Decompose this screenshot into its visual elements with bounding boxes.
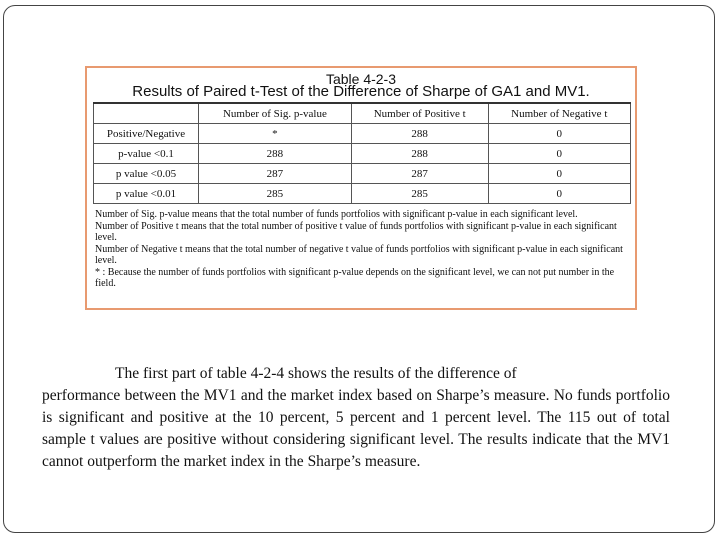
table-cell: 287 [199, 164, 352, 184]
table-row [94, 124, 631, 144]
row-label: Positive/Negative [94, 124, 199, 144]
header-cell-empty [94, 103, 199, 124]
paragraph-rest: performance between the MV1 and the market index based on Sharpe’s measure. No funds portfolio is significant and positive at the 10 percent, 5 percent and 1 percent level. The 115 out of total sample t values are positive without considering significant level. The results indicate that the MV1 cannot outperform the market index in the Sharpe’s measure. [42, 387, 670, 470]
table-figure [85, 66, 637, 310]
table-cell: 0 [488, 144, 630, 164]
table-cell: 0 [488, 164, 630, 184]
body-paragraph [42, 363, 670, 473]
table-cell: 287 [351, 164, 488, 184]
note-positive-t: Number of Positive t means that the total number of positive t value of funds portfolios with significant p-value in each significant level. [95, 220, 617, 243]
table-number: Table 4-2-3 [325, 71, 397, 87]
note-asterisk: * : Because the number of funds portfolios with significant p-value depends on the significant level, we can not put number in the field. [95, 266, 615, 289]
note-sig-p: Number of Sig. p-value means that the total number of funds portfolios with significant p-value in each significant level. [95, 209, 578, 220]
table-row [94, 164, 631, 184]
header-cell-sig-p: Number of Sig. p-value [199, 103, 352, 124]
table-cell: 288 [199, 144, 352, 164]
table-cell: 288 [351, 144, 488, 164]
header-cell-positive-t: Number of Positive t [351, 103, 488, 124]
row-label: p-value <0.1 [94, 144, 199, 164]
table-cell: 0 [488, 184, 630, 204]
table-notes [95, 209, 631, 290]
table-cell: 0 [488, 124, 630, 144]
row-label: p value <0.01 [94, 184, 199, 204]
row-label: p value <0.05 [94, 164, 199, 184]
table-cell: 288 [351, 124, 488, 144]
table-cell: * [199, 124, 352, 144]
table-cell: 285 [351, 184, 488, 204]
table-row [94, 144, 631, 164]
paragraph-first-line: The first part of table 4-2-4 shows the results of the difference of [115, 365, 517, 382]
table-title: Results of Paired t-Test of the Difference of Sharpe of GA1 and MV1. [132, 83, 590, 100]
table-row [94, 184, 631, 204]
table-cell: 285 [199, 184, 352, 204]
results-table [93, 102, 631, 204]
header-cell-negative-t: Number of Negative t [488, 103, 630, 124]
note-negative-t: Number of Negative t means that the total number of negative t value of funds portfolios with significant p-value in each significant level. [95, 243, 623, 266]
table-header-row [94, 103, 631, 124]
